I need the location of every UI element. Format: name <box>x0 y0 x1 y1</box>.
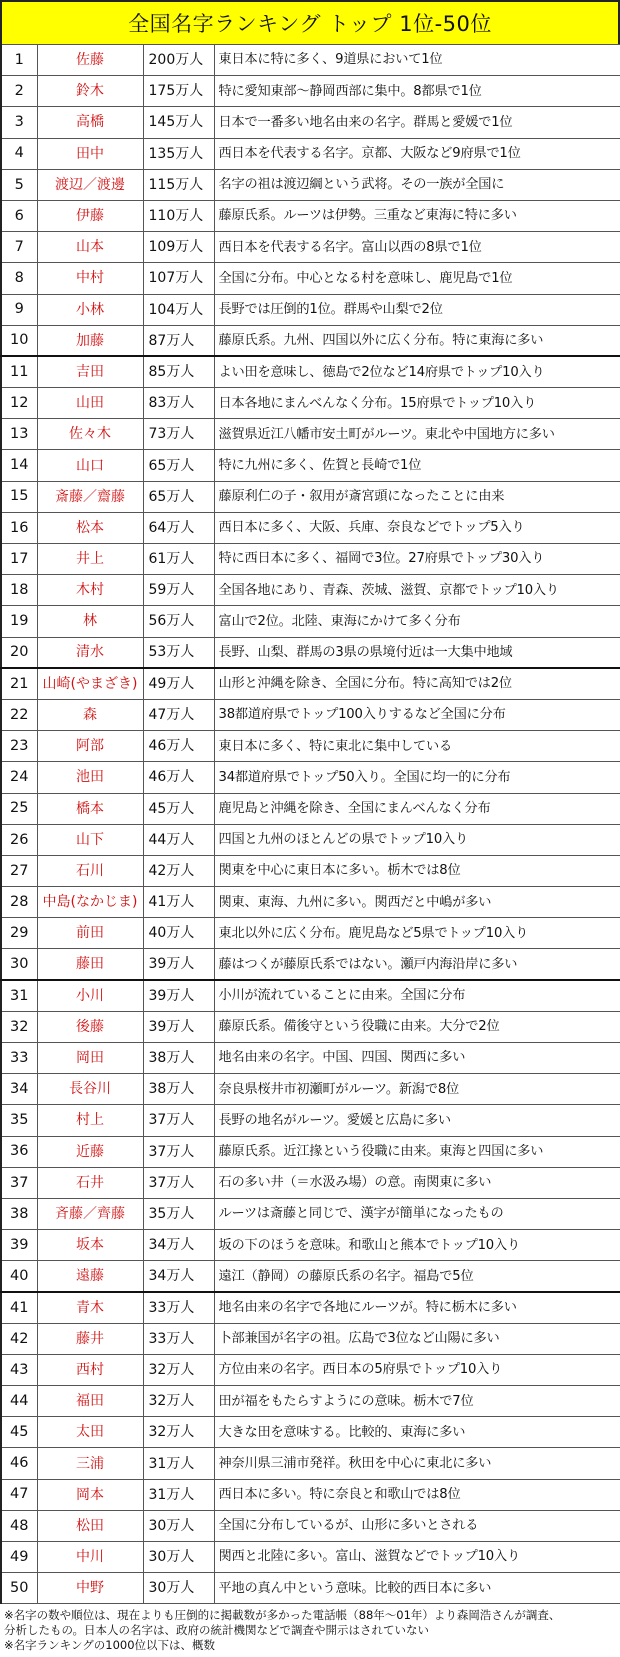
footnotes <box>0 1604 620 1653</box>
count-cell: 65万人 <box>143 450 214 481</box>
count-cell: 109万人 <box>143 232 214 263</box>
surname-cell: 藤井 <box>37 1323 143 1354</box>
count-cell: 37万人 <box>143 1136 214 1167</box>
rank-cell: 12 <box>1 388 37 419</box>
table-row <box>1 76 620 107</box>
count-cell: 45万人 <box>143 793 214 824</box>
count-cell: 44万人 <box>143 824 214 855</box>
table-row <box>1 668 620 699</box>
count-cell: 46万人 <box>143 762 214 793</box>
surname-cell: 田中 <box>37 138 143 169</box>
count-cell: 56万人 <box>143 606 214 637</box>
count-cell: 46万人 <box>143 731 214 762</box>
table-row <box>1 824 620 855</box>
rank-cell: 37 <box>1 1167 37 1198</box>
table-row <box>1 731 620 762</box>
rank-cell: 30 <box>1 949 37 980</box>
count-cell: 59万人 <box>143 575 214 606</box>
rank-cell: 18 <box>1 575 37 606</box>
count-cell: 34万人 <box>143 1261 214 1292</box>
surname-cell: 近藤 <box>37 1136 143 1167</box>
description-cell: 鹿児島と沖縄を除き、全国にまんべんなく分布 <box>214 793 620 824</box>
description-cell: 地名由来の名字で各地にルーツが。特に栃木に多い <box>214 1292 620 1323</box>
surname-cell: 松本 <box>37 512 143 543</box>
description-cell: 東北以外に広く分布。鹿児島など5県でトップ10入り <box>214 918 620 949</box>
table-row <box>1 1510 620 1541</box>
rank-cell: 46 <box>1 1448 37 1479</box>
description-cell: 関西と北陸に多い。富山、滋賀などでトップ10入り <box>214 1542 620 1573</box>
table-row <box>1 1417 620 1448</box>
table-row <box>1 1354 620 1385</box>
rank-cell: 21 <box>1 668 37 699</box>
rank-cell: 20 <box>1 637 37 668</box>
table-row <box>1 606 620 637</box>
table-row <box>1 294 620 325</box>
table-row <box>1 762 620 793</box>
description-cell: 藤原氏系。近江掾という役職に由来。東海と四国に多い <box>214 1136 620 1167</box>
description-cell: 東日本に特に多く、9道県において1位 <box>214 45 620 76</box>
description-cell: 小川が流れていることに由来。全国に分布 <box>214 980 620 1011</box>
count-cell: 38万人 <box>143 1043 214 1074</box>
table-row <box>1 1105 620 1136</box>
count-cell: 34万人 <box>143 1230 214 1261</box>
table-row <box>1 637 620 668</box>
description-cell: 卜部兼国が名字の祖。広島で3位など山陽に多い <box>214 1323 620 1354</box>
table-row <box>1 1167 620 1198</box>
description-cell: 関東を中心に東日本に多い。栃木では8位 <box>214 855 620 886</box>
surname-cell: 斉藤／齊藤 <box>37 1198 143 1229</box>
surname-cell: 青木 <box>37 1292 143 1323</box>
rank-cell: 4 <box>1 138 37 169</box>
count-cell: 30万人 <box>143 1510 214 1541</box>
table-row <box>1 45 620 76</box>
count-cell: 41万人 <box>143 887 214 918</box>
description-cell: 田が福をもたらすようにの意味。栃木で7位 <box>214 1386 620 1417</box>
count-cell: 110万人 <box>143 200 214 231</box>
count-cell: 85万人 <box>143 356 214 387</box>
count-cell: 30万人 <box>143 1573 214 1604</box>
surname-cell: 後藤 <box>37 1011 143 1042</box>
description-cell: 特に九州に多く、佐賀と長崎で1位 <box>214 450 620 481</box>
description-cell: 西日本を代表する名字。富山以西の8県で1位 <box>214 232 620 263</box>
surname-cell: 斎藤／齋藤 <box>37 481 143 512</box>
table-row <box>1 450 620 481</box>
count-cell: 49万人 <box>143 668 214 699</box>
description-cell: ルーツは斎藤と同じで、漢字が簡単になったもの <box>214 1198 620 1229</box>
description-cell: 全国に分布しているが、山形に多いとされる <box>214 1510 620 1541</box>
count-cell: 31万人 <box>143 1479 214 1510</box>
rank-cell: 1 <box>1 45 37 76</box>
rank-cell: 13 <box>1 419 37 450</box>
rank-cell: 11 <box>1 356 37 387</box>
surname-cell: 伊藤 <box>37 200 143 231</box>
description-cell: 滋賀県近江八幡市安土町がルーツ。東北や中国地方に多い <box>214 419 620 450</box>
description-cell: 名字の祖は渡辺綱という武将。その一族が全国に <box>214 169 620 200</box>
surname-cell: 石井 <box>37 1167 143 1198</box>
count-cell: 61万人 <box>143 544 214 575</box>
table-row <box>1 544 620 575</box>
table-row <box>1 1136 620 1167</box>
rank-cell: 2 <box>1 76 37 107</box>
rank-cell: 9 <box>1 294 37 325</box>
surname-cell: 加藤 <box>37 325 143 356</box>
description-cell: 藤原利仁の子・叙用が斎宮頭になったことに由来 <box>214 481 620 512</box>
surname-cell: 藤田 <box>37 949 143 980</box>
description-cell: 全国各地にあり、青森、茨城、滋賀、京都でトップ10入り <box>214 575 620 606</box>
surname-cell: 福田 <box>37 1386 143 1417</box>
rank-cell: 28 <box>1 887 37 918</box>
surname-cell: 山本 <box>37 232 143 263</box>
description-cell: 34都道府県でトップ50入り。全国に均一的に分布 <box>214 762 620 793</box>
table-row <box>1 200 620 231</box>
description-cell: 特に西日本に多く、福岡で3位。27府県でトップ30入り <box>214 544 620 575</box>
description-cell: 東日本に多く、特に東北に集中している <box>214 731 620 762</box>
description-cell: 坂の下のほうを意味。和歌山と熊本でトップ10入り <box>214 1230 620 1261</box>
count-cell: 33万人 <box>143 1292 214 1323</box>
description-cell: 地名由来の名字。中国、四国、関西に多い <box>214 1043 620 1074</box>
surname-cell: 中野 <box>37 1573 143 1604</box>
table-row <box>1 388 620 419</box>
count-cell: 40万人 <box>143 918 214 949</box>
rank-cell: 7 <box>1 232 37 263</box>
surname-cell: 山口 <box>37 450 143 481</box>
description-cell: 日本で一番多い地名由来の名字。群馬と愛媛で1位 <box>214 107 620 138</box>
rank-cell: 39 <box>1 1230 37 1261</box>
surname-cell: 池田 <box>37 762 143 793</box>
count-cell: 33万人 <box>143 1323 214 1354</box>
table-row <box>1 1011 620 1042</box>
description-cell: 関東、東海、九州に多い。関西だと中嶋が多い <box>214 887 620 918</box>
rank-cell: 16 <box>1 512 37 543</box>
description-cell: 遠江（静岡）の藤原氏系の名字。福島で5位 <box>214 1261 620 1292</box>
rank-cell: 27 <box>1 855 37 886</box>
table-row <box>1 887 620 918</box>
description-cell: 日本各地にまんべんなく分布。15府県でトップ10入り <box>214 388 620 419</box>
count-cell: 47万人 <box>143 699 214 730</box>
ranking-table <box>0 44 620 1604</box>
description-cell: 石の多い井（＝水汲み場）の意。南関東に多い <box>214 1167 620 1198</box>
table-row <box>1 1074 620 1105</box>
surname-cell: 佐々木 <box>37 419 143 450</box>
ranking-rows <box>1 45 620 1604</box>
rank-cell: 49 <box>1 1542 37 1573</box>
table-row <box>1 1479 620 1510</box>
table-row <box>1 699 620 730</box>
table-row <box>1 325 620 356</box>
rank-cell: 22 <box>1 699 37 730</box>
count-cell: 64万人 <box>143 512 214 543</box>
surname-cell: 石川 <box>37 855 143 886</box>
rank-cell: 41 <box>1 1292 37 1323</box>
description-cell: 全国に分布。中心となる村を意味し、鹿児島で1位 <box>214 263 620 294</box>
surname-cell: 阿部 <box>37 731 143 762</box>
count-cell: 53万人 <box>143 637 214 668</box>
rank-cell: 43 <box>1 1354 37 1385</box>
rank-cell: 10 <box>1 325 37 356</box>
count-cell: 30万人 <box>143 1542 214 1573</box>
description-cell: 西日本を代表する名字。京都、大阪など9府県で1位 <box>214 138 620 169</box>
rank-cell: 6 <box>1 200 37 231</box>
surname-cell: 吉田 <box>37 356 143 387</box>
surname-cell: 遠藤 <box>37 1261 143 1292</box>
description-cell: 方位由来の名字。西日本の5府県でトップ10入り <box>214 1354 620 1385</box>
count-cell: 73万人 <box>143 419 214 450</box>
description-cell: 長野の地名がルーツ。愛媛と広島に多い <box>214 1105 620 1136</box>
count-cell: 32万人 <box>143 1417 214 1448</box>
rank-cell: 50 <box>1 1573 37 1604</box>
footnote-line: ※名字ランキングの1000位以下は、概数 <box>4 1638 216 1653</box>
table-row <box>1 1261 620 1292</box>
description-cell: 西日本に多く、大阪、兵庫、奈良などでトップ5入り <box>214 512 620 543</box>
surname-cell: 木村 <box>37 575 143 606</box>
rank-cell: 14 <box>1 450 37 481</box>
description-cell: 四国と九州のほとんどの県でトップ10入り <box>214 824 620 855</box>
count-cell: 83万人 <box>143 388 214 419</box>
table-row <box>1 575 620 606</box>
page-title: 全国名字ランキング トップ 1位-50位 <box>0 0 620 44</box>
count-cell: 145万人 <box>143 107 214 138</box>
count-cell: 35万人 <box>143 1198 214 1229</box>
surname-cell: 中村 <box>37 263 143 294</box>
table-row <box>1 1448 620 1479</box>
rank-cell: 35 <box>1 1105 37 1136</box>
rank-cell: 47 <box>1 1479 37 1510</box>
surname-cell: 清水 <box>37 637 143 668</box>
count-cell: 37万人 <box>143 1105 214 1136</box>
description-cell: 長野では圧倒的1位。群馬や山梨で2位 <box>214 294 620 325</box>
table-row <box>1 1386 620 1417</box>
surname-cell: 山田 <box>37 388 143 419</box>
table-row <box>1 1043 620 1074</box>
count-cell: 135万人 <box>143 138 214 169</box>
count-cell: 200万人 <box>143 45 214 76</box>
count-cell: 104万人 <box>143 294 214 325</box>
count-cell: 38万人 <box>143 1074 214 1105</box>
table-row <box>1 1230 620 1261</box>
surname-cell: 中島(なかじま) <box>37 887 143 918</box>
rank-cell: 23 <box>1 731 37 762</box>
table-row <box>1 1198 620 1229</box>
table-row <box>1 169 620 200</box>
table-row <box>1 1292 620 1323</box>
description-cell: 西日本に多い。特に奈良と和歌山では8位 <box>214 1479 620 1510</box>
rank-cell: 5 <box>1 169 37 200</box>
count-cell: 32万人 <box>143 1354 214 1385</box>
count-cell: 175万人 <box>143 76 214 107</box>
surname-cell: 林 <box>37 606 143 637</box>
surname-cell: 坂本 <box>37 1230 143 1261</box>
rank-cell: 38 <box>1 1198 37 1229</box>
surname-cell: 小林 <box>37 294 143 325</box>
table-row <box>1 138 620 169</box>
surname-cell: 鈴木 <box>37 76 143 107</box>
rank-cell: 36 <box>1 1136 37 1167</box>
rank-cell: 40 <box>1 1261 37 1292</box>
description-cell: 大きな田を意味する。比較的、東海に多い <box>214 1417 620 1448</box>
count-cell: 37万人 <box>143 1167 214 1198</box>
rank-cell: 17 <box>1 544 37 575</box>
table-row <box>1 356 620 387</box>
table-row <box>1 949 620 980</box>
surname-cell: 佐藤 <box>37 45 143 76</box>
description-cell: 藤原氏系。備後守という役職に由来。大分で2位 <box>214 1011 620 1042</box>
rank-cell: 31 <box>1 980 37 1011</box>
rank-cell: 42 <box>1 1323 37 1354</box>
count-cell: 39万人 <box>143 980 214 1011</box>
surname-cell: 前田 <box>37 918 143 949</box>
rank-cell: 34 <box>1 1074 37 1105</box>
surname-cell: 岡田 <box>37 1043 143 1074</box>
rank-cell: 32 <box>1 1011 37 1042</box>
description-cell: 藤はつくが藤原氏系ではない。瀬戸内海沿岸に多い <box>214 949 620 980</box>
table-row <box>1 793 620 824</box>
description-cell: 藤原氏系。ルーツは伊勢。三重など東海に特に多い <box>214 200 620 231</box>
footnote-line: ※名字の数や順位は、現在よりも圧倒的に掲載数が多かった電話帳（88年～01年）より森岡浩さんが調査、 <box>4 1608 561 1623</box>
surname-cell: 森 <box>37 699 143 730</box>
rank-cell: 25 <box>1 793 37 824</box>
description-cell: よい田を意味し、徳島で2位など14府県でトップ10入り <box>214 356 620 387</box>
table-row <box>1 263 620 294</box>
rank-cell: 15 <box>1 481 37 512</box>
description-cell: 神奈川県三浦市発祥。秋田を中心に東北に多い <box>214 1448 620 1479</box>
surname-cell: 岡本 <box>37 1479 143 1510</box>
count-cell: 32万人 <box>143 1386 214 1417</box>
description-cell: 富山で2位。北陸、東海にかけて多く分布 <box>214 606 620 637</box>
rank-cell: 45 <box>1 1417 37 1448</box>
rank-cell: 29 <box>1 918 37 949</box>
rank-cell: 26 <box>1 824 37 855</box>
table-row <box>1 1542 620 1573</box>
rank-cell: 8 <box>1 263 37 294</box>
rank-cell: 24 <box>1 762 37 793</box>
description-cell: 長野、山梨、群馬の3県の県境付近は一大集中地域 <box>214 637 620 668</box>
table-row <box>1 855 620 886</box>
count-cell: 87万人 <box>143 325 214 356</box>
count-cell: 65万人 <box>143 481 214 512</box>
description-cell: 平地の真ん中という意味。比較的西日本に多い <box>214 1573 620 1604</box>
surname-cell: 渡辺／渡邊 <box>37 169 143 200</box>
description-cell: 特に愛知東部～静岡西部に集中。8都県で1位 <box>214 76 620 107</box>
count-cell: 31万人 <box>143 1448 214 1479</box>
count-cell: 42万人 <box>143 855 214 886</box>
surname-cell: 太田 <box>37 1417 143 1448</box>
rank-cell: 48 <box>1 1510 37 1541</box>
surname-cell: 松田 <box>37 1510 143 1541</box>
table-row <box>1 481 620 512</box>
table-row <box>1 107 620 138</box>
table-row <box>1 1573 620 1604</box>
description-cell: 藤原氏系。九州、四国以外に広く分布。特に東海に多い <box>214 325 620 356</box>
description-cell: 38都道府県でトップ100入りするなど全国に分布 <box>214 699 620 730</box>
surname-cell: 中川 <box>37 1542 143 1573</box>
count-cell: 39万人 <box>143 1011 214 1042</box>
count-cell: 107万人 <box>143 263 214 294</box>
surname-cell: 高橋 <box>37 107 143 138</box>
surname-cell: 村上 <box>37 1105 143 1136</box>
footnote-line: 分析したもの。日本人の名字は、政府の統計機関などで調査や開示はされていない <box>4 1623 430 1638</box>
surname-cell: 山下 <box>37 824 143 855</box>
surname-cell: 長谷川 <box>37 1074 143 1105</box>
rank-cell: 44 <box>1 1386 37 1417</box>
surname-cell: 小川 <box>37 980 143 1011</box>
surname-cell: 三浦 <box>37 1448 143 1479</box>
count-cell: 115万人 <box>143 169 214 200</box>
table-row <box>1 512 620 543</box>
description-cell: 奈良県桜井市初瀬町がルーツ。新潟で8位 <box>214 1074 620 1105</box>
table-row <box>1 419 620 450</box>
table-row <box>1 918 620 949</box>
table-row <box>1 232 620 263</box>
surname-cell: 山崎(やまざき) <box>37 668 143 699</box>
description-cell: 山形と沖縄を除き、全国に分布。特に高知では2位 <box>214 668 620 699</box>
rank-cell: 3 <box>1 107 37 138</box>
table-row <box>1 1323 620 1354</box>
surname-cell: 井上 <box>37 544 143 575</box>
rank-cell: 19 <box>1 606 37 637</box>
surname-cell: 西村 <box>37 1354 143 1385</box>
table-row <box>1 980 620 1011</box>
surname-cell: 橋本 <box>37 793 143 824</box>
rank-cell: 33 <box>1 1043 37 1074</box>
count-cell: 39万人 <box>143 949 214 980</box>
